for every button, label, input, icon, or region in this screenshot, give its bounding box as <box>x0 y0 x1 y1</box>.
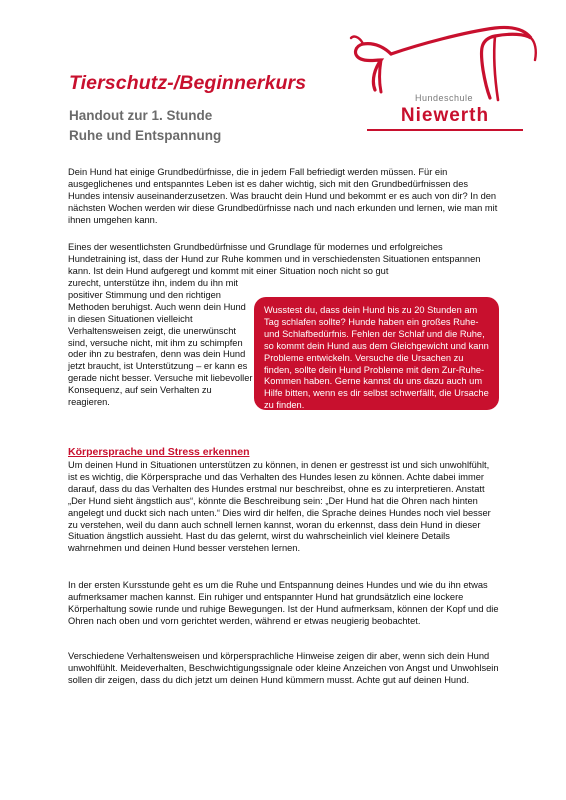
body-language-paragraph-1: Um deinen Hund in Situationen unterstützen zu können, in denen er gestresst ist und sich unwohlfühlt, ist es wichtig, die Körpersprache und das Verhalten des Hundes lesen zu können. Achte dabei immer darauf, dass du das Verhalten des Hundes erstmal nur beschreibst, ohne es zu interpretieren. Anstatt „Der Hund sieht ängstlich aus“, könnte die Beschreibung sein: „Der Hund hat die Ohren nach hinten angelegt und duckt sich nach unten.“ Dies wird dir helfen, die Sprache deines Hundes noch viel besser zu verstehen, weil du dann auch schnell lernen kannst, woran du erkennst, dass dein Hund in dieser Situation ängstlich aussieht. Hast du das gelernt, wirst du wahrscheinlich viel kleinere Details wahrnehmen und deinen Hund besser verstehen lernen. <box>68 460 491 554</box>
body-language-paragraph-3: Verschiedene Verhaltensweisen und körpersprachliche Hinweise zeigen dir aber, wenn sich dein Hund unwohlfühlt. Meideverhalten, Beschwichtigungssignale oder kleine Anzeichen von Angst und Unwohlsein sollen dir zeigen, dass du dich jetzt um deinen Hund kümmern musst. Achte gut auf deinen Hund. <box>68 651 499 685</box>
intro-paragraph-2: Eines der wesentlichsten Grundbedürfnisse und Grundlage für modernes und erfolgreiches Hundetraining ist, dass der Hund zur Ruhe kommen und in verschiedensten Situationen entspannen kann. Ist dein Hund aufgeregt und kommt mit einer Situation noch nicht so gut <box>68 242 481 276</box>
page-title: Tierschutz-/Beginnerkurs <box>69 72 307 94</box>
subtitle-session: Handout zur 1. Stunde <box>69 108 213 123</box>
logo-subtext: Hundeschule <box>414 93 474 103</box>
intro-paragraph-2-continued: zurecht, unterstütze ihn, indem du ihn mit positiver Stimmung und den richtigen Methoden beruhigst. Auch wenn dein Hund in diesen Situationen vielleicht Verhaltensweisen zeigt, die unerwünscht sind, versuche nicht, mit ihm zu schimpfen oder ihn zu bestrafen, denn was dein Hund jetzt braucht, ist Unterstützung – er kann es gerade nicht besser. Versuche mit liebevoller Konsequenz, auf sein Verhalten zu reagieren. <box>68 278 253 408</box>
logo-name: Niewerth <box>400 105 490 126</box>
intro-paragraph-1: Dein Hund hat einige Grundbedürfnisse, die in jedem Fall befriedigt werden müssen. Für ein ausgeglichenes und entspanntes Leben ist es daher wichtig, sich mit den Grundbedürfnissen des Hundes intensiv auseinanderzusetzen. Was braucht dein Hund und bekommt er es auch von dir? In den nächsten Wochen werden wir diese Grundbedürfnisse nach und nach erkunden und lernen, wie man mit ihnen umgehen kann. <box>68 167 498 225</box>
section-heading-body-language: Körpersprache und Stress erkennen <box>68 446 250 458</box>
sleep-info-callout: Wusstest du, dass dein Hund bis zu 20 Stunden am Tag schlafen sollte? Hunde haben ein großes Ruhe- und Schlafbedürfnis. Fehlen der Schlaf und die Ruhe, so kommt dein Hund aus dem Gleichgewicht und kann Probleme entwickeln. Versuche die Ursachen zu finden, sollte dein Hund Probleme mit dem Zur-Ruhe-Kommen haben. Gerne kannst du uns dazu auch um Hilfe bitten, wenn es dir selbst schwerfällt, die Ursache zu finden. <box>254 297 499 410</box>
subtitle-topic: Ruhe und Entspannung <box>69 128 222 143</box>
school-logo <box>345 20 545 140</box>
body-language-paragraph-2: In der ersten Kursstunde geht es um die Ruhe und Entspannung deines Hundes und wie du ihn etwas aufmerksamer machen kannst. Ein ruhiger und entspannter Hund hat grundsätzlich eine lockere Körperhaltung sowie runde und ruhige Bewegungen. Ist der Hund aufmerksam, können der Kopf und die Ohren nach oben und vorn gerichtet werden, während er etwas neugierig beobachtet. <box>68 580 499 626</box>
